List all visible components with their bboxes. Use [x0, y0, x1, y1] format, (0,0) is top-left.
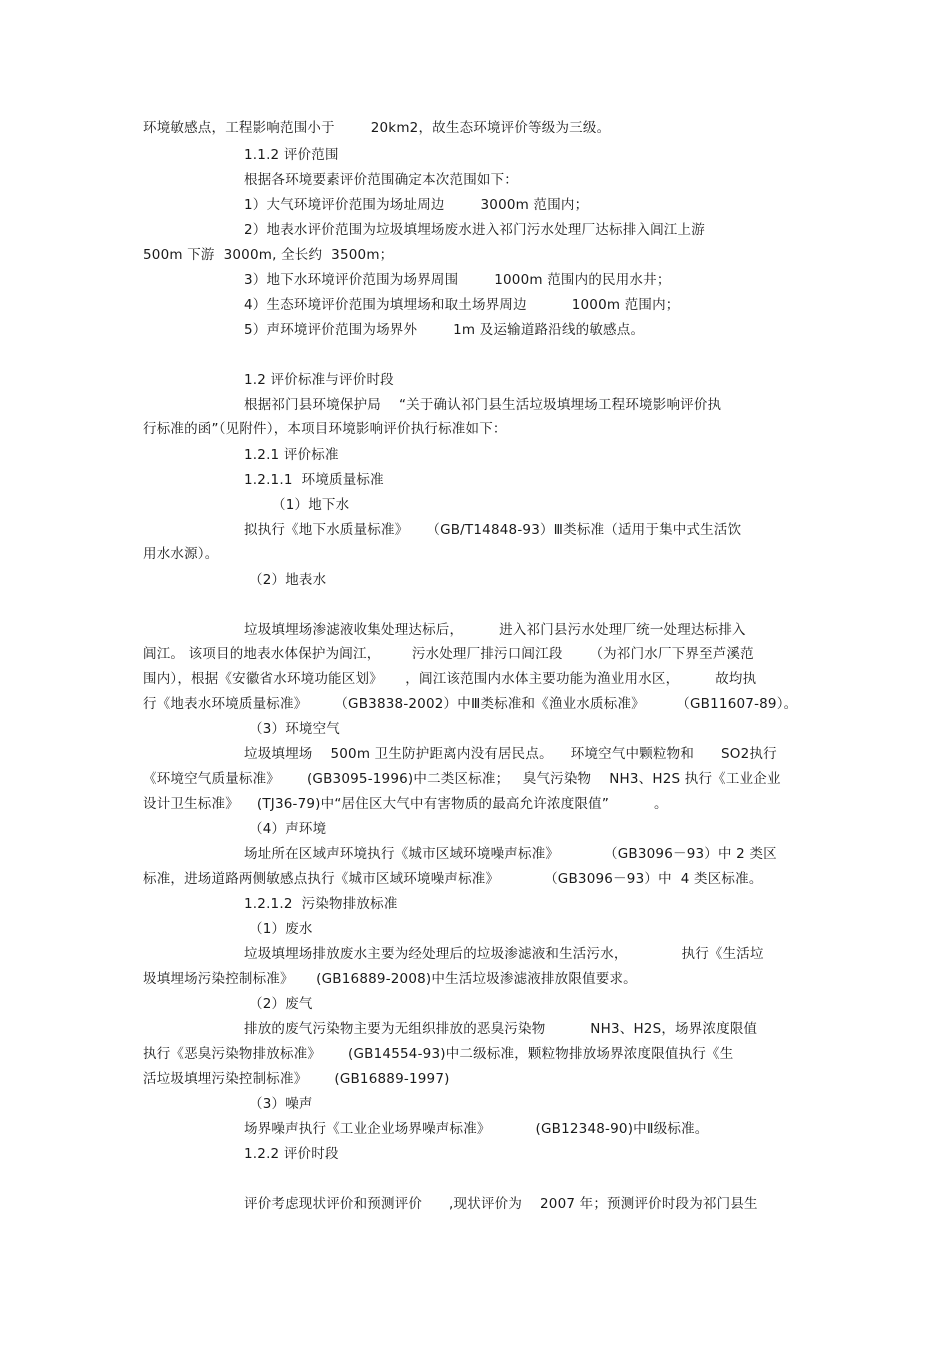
text-line: 根据各环境要素评价范围确定本次范围如下：: [244, 172, 518, 188]
text-line: 行标准的函”（见附件），本项目环境影响评价执行标准如下：: [143, 421, 507, 437]
text-line: 用水水源）。: [143, 546, 219, 562]
text-line: 垃圾填埋场渗滤液收集处理达标后， 进入祁门县污水处理厂统一处理达标排入: [244, 622, 746, 638]
text-line: 围内），根据《安徽省水环境功能区划》 ，阊江该范围内水体主要功能为渔业用水区， 故均执: [143, 671, 757, 687]
text-line: 评价考虑现状评价和预测评价 ,现状评价为 2007 年；预测评价时段为祁门县生: [244, 1196, 758, 1212]
text-line: 排放的废气污染物主要为无组织排放的恶臭污染物 NH3、H2S，场界浓度限值: [244, 1021, 758, 1037]
subsection-label: （1）地下水: [272, 497, 350, 513]
section-heading: 1.1.2 评价范围: [244, 147, 339, 163]
text-line: 垃圾填埋场排放废水主要为经处理后的垃圾渗滤液和生活污水， 执行《生活垃: [244, 946, 764, 962]
list-item: 5）声环境评价范围为场界外 1m 及运输道路沿线的敏感点。: [244, 322, 645, 338]
text-line: 活垃圾填埋污染控制标准》 (GB16889-1997): [143, 1071, 450, 1087]
text-line: 环境敏感点，工程影响范围小于 20km2，故生态环境评价等级为三级。: [143, 120, 611, 136]
list-item: 1）大气环境评价范围为场址周边 3000m 范围内；: [244, 197, 589, 213]
text-line: 行《地表水环境质量标准》 （GB3838-2002）中Ⅲ类标准和《渔业水质标准》 （GB11607-89）。: [143, 696, 798, 712]
text-line: 阊江。 该项目的地表水体保护为阊江， 污水处理厂排污口阊江段 （为祁门水厂下界至芦溪范: [143, 646, 754, 662]
section-heading: 1.2.1.2 污染物排放标准: [244, 896, 398, 912]
text-line: 执行《恶臭污染物排放标准》 (GB14554-93)中二级标准，颗粒物排放场界浓度限值执行《生: [143, 1046, 734, 1062]
text-line: 圾填埋场污染控制标准》 (GB16889-2008)中生活垃圾渗滤液排放限值要求。: [143, 971, 637, 987]
section-heading: 1.2.1.1 环境质量标准: [244, 472, 384, 488]
subsection-label: （3）环境空气: [249, 721, 340, 737]
text-line: 根据祁门县环境保护局 “关于确认祁门县生活垃圾填埋场工程环境影响评价执: [244, 397, 722, 413]
section-heading: 1.2.1 评价标准: [244, 447, 339, 463]
section-heading: 1.2.2 评价时段: [244, 1146, 339, 1162]
subsection-label: （1）废水: [249, 921, 313, 937]
subsection-label: （2）地表水: [249, 572, 327, 588]
text-line: 设计卫生标准》 (TJ36-79)中“居住区大气中有害物质的最高允许浓度限值” 。: [143, 796, 668, 812]
text-line: 垃圾填埋场 500m 卫生防护距离内没有居民点。 环境空气中颗粒物和 SO2执行: [244, 746, 777, 762]
subsection-label: （3）噪声: [249, 1096, 313, 1112]
text-line: 拟执行《地下水质量标准》 （GB/T14848-93）Ⅲ类标准（适用于集中式生活饮: [244, 522, 742, 538]
subsection-label: （4）声环境: [249, 821, 327, 837]
text-line: 500m 下游 3000m, 全长约 3500m；: [143, 247, 394, 263]
section-heading: 1.2 评价标准与评价时段: [244, 372, 394, 388]
text-line: 《环境空气质量标准》 (GB3095-1996)中二类区标准； 臭气污染物 NH3、H2S 执行《工业企业: [143, 771, 781, 787]
text-line: 标准，进场道路两侧敏感点执行《城市区域环境噪声标准》 （GB3096－93）中 4 类区标准。: [143, 871, 763, 887]
list-item: 3）地下水环境评价范围为场界周围 1000m 范围内的民用水井；: [244, 272, 671, 288]
text-line: 场界噪声执行《工业企业场界噪声标准》 (GB12348-90)中Ⅱ级标准。: [244, 1121, 709, 1137]
list-item: 2）地表水评价范围为垃圾填埋场废水进入祁门污水处理厂达标排入阊江上游: [244, 222, 705, 238]
list-item: 4）生态环境评价范围为填埋场和取土场界周边 1000m 范围内；: [244, 297, 680, 313]
text-line: 场址所在区域声环境执行《城市区域环境噪声标准》 （GB3096－93）中 2 类区: [244, 846, 777, 862]
subsection-label: （2）废气: [249, 996, 313, 1012]
